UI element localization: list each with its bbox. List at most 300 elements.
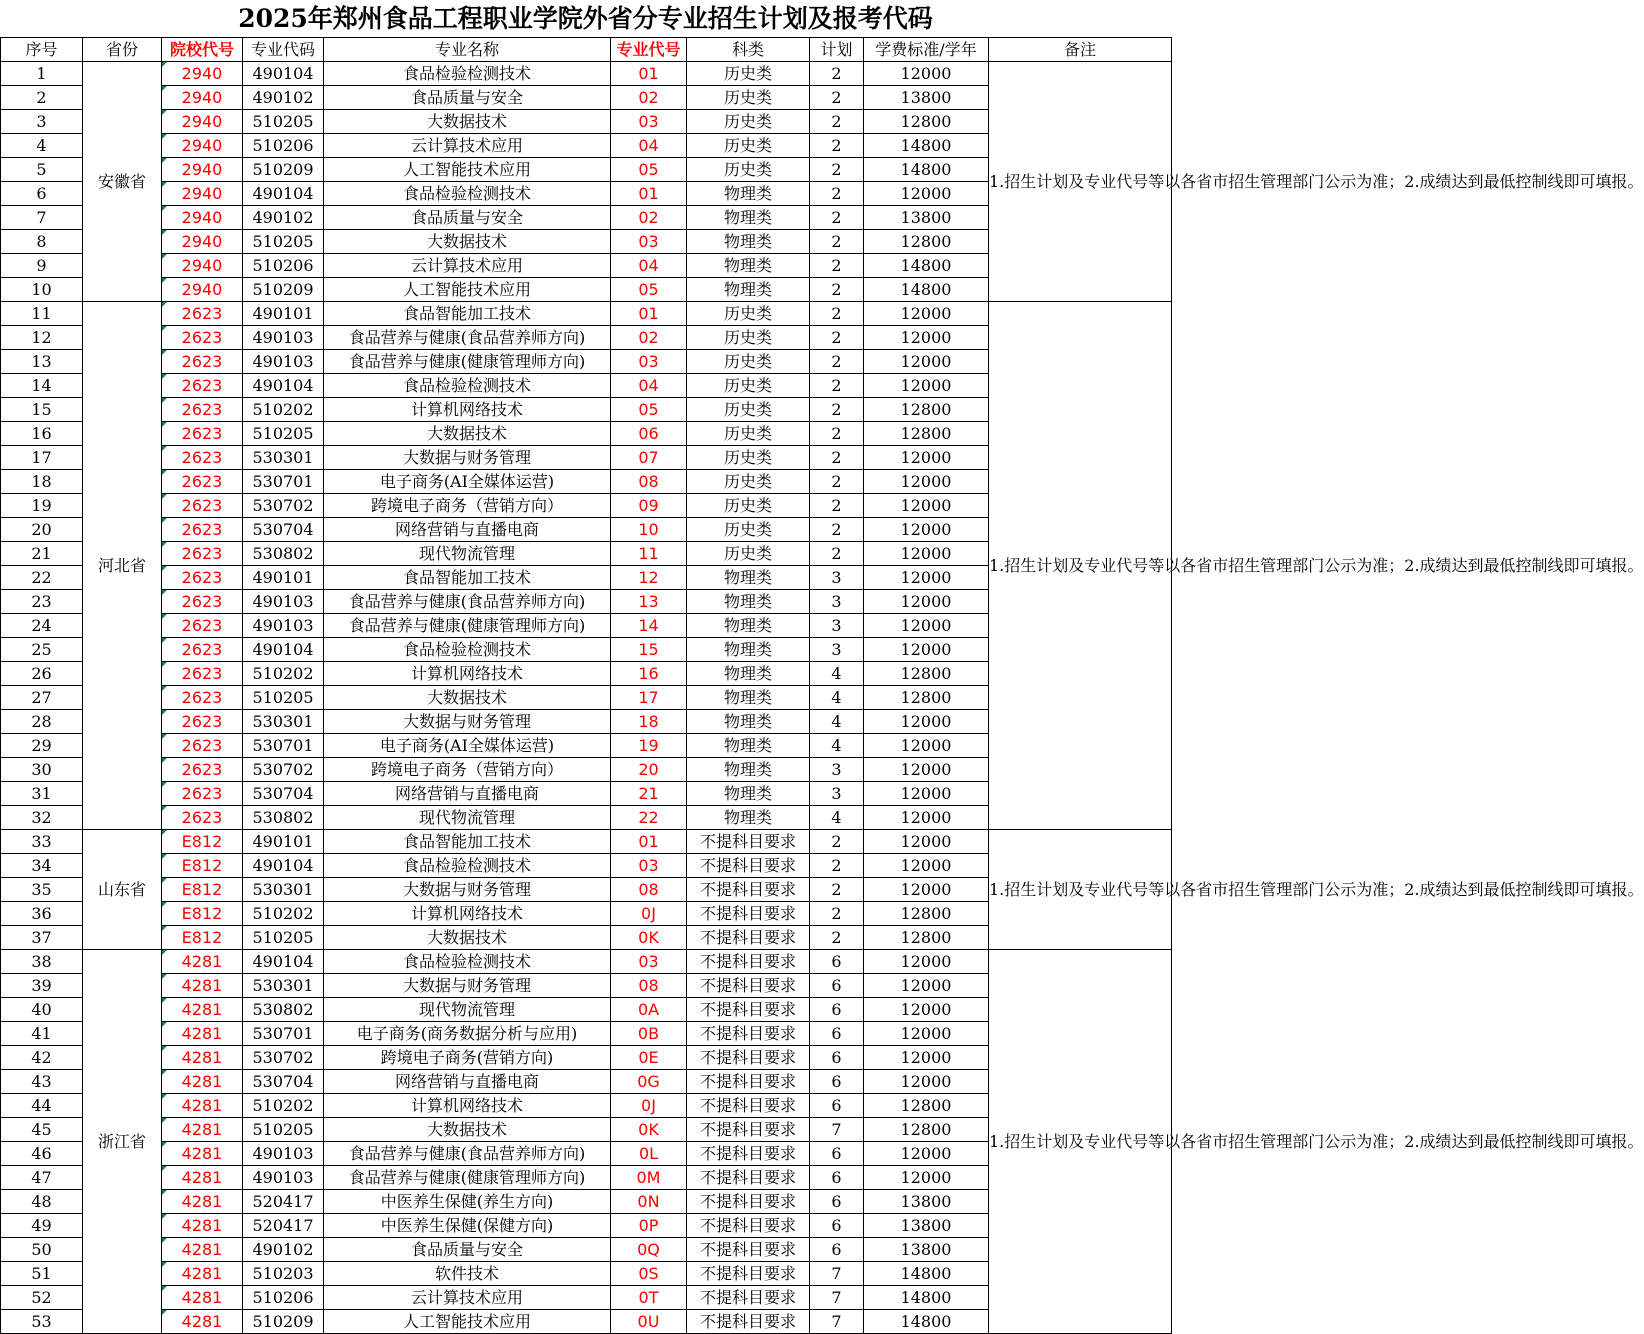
cell-school-code: 4281 <box>162 1070 243 1094</box>
cell-school-code: 2623 <box>162 494 243 518</box>
cell-school-code: 4281 <box>162 1310 243 1334</box>
cell-school-code: 4281 <box>162 1166 243 1190</box>
cell-major-code: 530704 <box>243 1070 324 1094</box>
cell-plan: 6 <box>810 1022 864 1046</box>
cell-major-number: 07 <box>611 446 687 470</box>
cell-major-number: 0L <box>611 1142 687 1166</box>
cell-major-number: 02 <box>611 206 687 230</box>
cell-subject: 不提科目要求 <box>687 926 810 950</box>
cell-tuition: 12000 <box>864 1070 989 1094</box>
cell-plan: 2 <box>810 374 864 398</box>
cell-major-number: 05 <box>611 398 687 422</box>
cell-tuition: 12000 <box>864 782 989 806</box>
header-tuition: 学费标准/学年 <box>864 38 989 62</box>
cell-index: 27 <box>1 686 83 710</box>
cell-index: 10 <box>1 278 83 302</box>
cell-major-code: 490103 <box>243 350 324 374</box>
cell-major-name: 食品营养与健康(健康管理师方向) <box>324 1166 611 1190</box>
cell-plan: 4 <box>810 686 864 710</box>
cell-major-name: 人工智能技术应用 <box>324 278 611 302</box>
cell-subject: 历史类 <box>687 374 810 398</box>
cell-major-name: 食品营养与健康(健康管理师方向) <box>324 350 611 374</box>
cell-plan: 2 <box>810 398 864 422</box>
cell-subject: 物理类 <box>687 590 810 614</box>
cell-plan: 2 <box>810 158 864 182</box>
cell-tuition: 12000 <box>864 1046 989 1070</box>
header-school-code: 院校代号 <box>162 38 243 62</box>
cell-major-name: 云计算技术应用 <box>324 1286 611 1310</box>
cell-tuition: 12800 <box>864 110 989 134</box>
cell-major-code: 510209 <box>243 278 324 302</box>
cell-tuition: 12000 <box>864 566 989 590</box>
cell-subject: 物理类 <box>687 638 810 662</box>
cell-school-code: 2623 <box>162 518 243 542</box>
cell-index: 50 <box>1 1238 83 1262</box>
cell-major-name: 大数据技术 <box>324 422 611 446</box>
cell-major-code: 510206 <box>243 134 324 158</box>
cell-major-name: 食品营养与健康(健康管理师方向) <box>324 614 611 638</box>
header-province: 省份 <box>83 38 162 62</box>
cell-major-name: 中医养生保健(保健方向) <box>324 1214 611 1238</box>
cell-major-number: 0N <box>611 1190 687 1214</box>
cell-subject: 不提科目要求 <box>687 1022 810 1046</box>
cell-subject: 物理类 <box>687 710 810 734</box>
cell-index: 26 <box>1 662 83 686</box>
cell-major-number: 04 <box>611 134 687 158</box>
cell-tuition: 14800 <box>864 158 989 182</box>
cell-major-code: 510205 <box>243 1118 324 1142</box>
cell-tuition: 12000 <box>864 854 989 878</box>
cell-plan: 6 <box>810 1190 864 1214</box>
cell-tuition: 12000 <box>864 830 989 854</box>
cell-major-code: 490103 <box>243 1166 324 1190</box>
cell-major-code: 510206 <box>243 1286 324 1310</box>
cell-tuition: 14800 <box>864 1310 989 1334</box>
cell-school-code: 2623 <box>162 542 243 566</box>
header-remarks: 备注 <box>989 38 1172 62</box>
cell-subject: 不提科目要求 <box>687 1166 810 1190</box>
cell-subject: 不提科目要求 <box>687 1118 810 1142</box>
cell-major-code: 510209 <box>243 158 324 182</box>
cell-tuition: 13800 <box>864 206 989 230</box>
cell-major-number: 03 <box>611 110 687 134</box>
header-major-code: 专业代码 <box>243 38 324 62</box>
cell-plan: 2 <box>810 62 864 86</box>
cell-tuition: 14800 <box>864 278 989 302</box>
header-row <box>1 38 1172 62</box>
cell-school-code: 2623 <box>162 446 243 470</box>
cell-school-code: 2623 <box>162 302 243 326</box>
cell-major-number: 19 <box>611 734 687 758</box>
cell-major-number: 10 <box>611 518 687 542</box>
cell-major-code: 490101 <box>243 830 324 854</box>
cell-school-code: 2940 <box>162 278 243 302</box>
cell-subject: 历史类 <box>687 158 810 182</box>
cell-major-code: 510209 <box>243 1310 324 1334</box>
cell-plan: 2 <box>810 110 864 134</box>
cell-major-code: 530802 <box>243 542 324 566</box>
cell-plan: 2 <box>810 542 864 566</box>
cell-tuition: 12000 <box>864 326 989 350</box>
cell-school-code: 2623 <box>162 734 243 758</box>
cell-school-code: 2623 <box>162 806 243 830</box>
cell-school-code: 2623 <box>162 326 243 350</box>
cell-index: 13 <box>1 350 83 374</box>
cell-major-code: 510205 <box>243 110 324 134</box>
cell-subject: 历史类 <box>687 86 810 110</box>
cell-major-code: 520417 <box>243 1214 324 1238</box>
cell-tuition: 12000 <box>864 614 989 638</box>
cell-major-number: 0J <box>611 902 687 926</box>
cell-plan: 4 <box>810 734 864 758</box>
cell-major-number: 03 <box>611 854 687 878</box>
cell-school-code: 4281 <box>162 974 243 998</box>
cell-subject: 不提科目要求 <box>687 1070 810 1094</box>
cell-index: 20 <box>1 518 83 542</box>
cell-subject: 不提科目要求 <box>687 1094 810 1118</box>
cell-index: 1 <box>1 62 83 86</box>
cell-school-code: 4281 <box>162 1286 243 1310</box>
cell-index: 16 <box>1 422 83 446</box>
cell-school-code: 2940 <box>162 230 243 254</box>
cell-major-name: 食品检验检测技术 <box>324 950 611 974</box>
cell-major-name: 食品质量与安全 <box>324 206 611 230</box>
cell-major-code: 530704 <box>243 518 324 542</box>
cell-major-number: 0K <box>611 1118 687 1142</box>
cell-plan: 2 <box>810 230 864 254</box>
cell-major-number: 04 <box>611 254 687 278</box>
cell-index: 51 <box>1 1262 83 1286</box>
cell-subject: 历史类 <box>687 134 810 158</box>
cell-major-name: 中医养生保健(养生方向) <box>324 1190 611 1214</box>
cell-major-name: 计算机网络技术 <box>324 662 611 686</box>
cell-index: 25 <box>1 638 83 662</box>
cell-index: 34 <box>1 854 83 878</box>
cell-plan: 3 <box>810 590 864 614</box>
cell-major-code: 530701 <box>243 1022 324 1046</box>
cell-subject: 不提科目要求 <box>687 902 810 926</box>
cell-index: 15 <box>1 398 83 422</box>
header-major-name: 专业名称 <box>324 38 611 62</box>
cell-remarks: 1.招生计划及专业代号等以各省市招生管理部门公示为准；2.成绩达到最低控制线即可填报。 <box>989 830 1172 950</box>
cell-plan: 6 <box>810 1214 864 1238</box>
cell-subject: 物理类 <box>687 782 810 806</box>
cell-major-number: 08 <box>611 974 687 998</box>
cell-tuition: 12000 <box>864 950 989 974</box>
cell-major-number: 21 <box>611 782 687 806</box>
cell-school-code: 2623 <box>162 350 243 374</box>
cell-index: 17 <box>1 446 83 470</box>
cell-major-number: 01 <box>611 182 687 206</box>
cell-plan: 6 <box>810 1238 864 1262</box>
cell-school-code: E812 <box>162 878 243 902</box>
cell-major-number: 0E <box>611 1046 687 1070</box>
cell-tuition: 12000 <box>864 758 989 782</box>
cell-major-code: 490102 <box>243 206 324 230</box>
cell-major-code: 490104 <box>243 62 324 86</box>
cell-subject: 历史类 <box>687 446 810 470</box>
cell-major-name: 大数据与财务管理 <box>324 878 611 902</box>
cell-major-code: 530301 <box>243 446 324 470</box>
cell-major-name: 大数据技术 <box>324 686 611 710</box>
cell-major-name: 大数据与财务管理 <box>324 710 611 734</box>
cell-subject: 不提科目要求 <box>687 950 810 974</box>
cell-school-code: 2623 <box>162 686 243 710</box>
cell-major-name: 大数据与财务管理 <box>324 974 611 998</box>
cell-major-name: 跨境电子商务（营销方向） <box>324 494 611 518</box>
cell-major-code: 490101 <box>243 566 324 590</box>
cell-school-code: 4281 <box>162 1094 243 1118</box>
cell-subject: 历史类 <box>687 302 810 326</box>
cell-subject: 历史类 <box>687 422 810 446</box>
cell-tuition: 14800 <box>864 134 989 158</box>
cell-major-number: 03 <box>611 230 687 254</box>
cell-plan: 6 <box>810 998 864 1022</box>
cell-major-code: 510202 <box>243 1094 324 1118</box>
cell-major-number: 12 <box>611 566 687 590</box>
cell-major-number: 0K <box>611 926 687 950</box>
cell-school-code: 2940 <box>162 254 243 278</box>
cell-major-code: 510205 <box>243 230 324 254</box>
cell-tuition: 14800 <box>864 1286 989 1310</box>
cell-plan: 2 <box>810 518 864 542</box>
cell-index: 14 <box>1 374 83 398</box>
cell-index: 8 <box>1 230 83 254</box>
cell-tuition: 12000 <box>864 182 989 206</box>
cell-major-code: 490102 <box>243 86 324 110</box>
cell-major-number: 18 <box>611 710 687 734</box>
cell-tuition: 14800 <box>864 254 989 278</box>
cell-major-name: 食品营养与健康(食品营养师方向) <box>324 590 611 614</box>
cell-school-code: 2623 <box>162 614 243 638</box>
cell-major-code: 510203 <box>243 1262 324 1286</box>
cell-school-code: 2623 <box>162 782 243 806</box>
cell-school-code: 4281 <box>162 1118 243 1142</box>
cell-index: 53 <box>1 1310 83 1334</box>
cell-plan: 2 <box>810 830 864 854</box>
cell-tuition: 12000 <box>864 734 989 758</box>
cell-major-name: 软件技术 <box>324 1262 611 1286</box>
cell-major-code: 510205 <box>243 686 324 710</box>
page-title: 2025年郑州食品工程职业学院外省分专业招生计划及报考代码 <box>238 4 933 33</box>
cell-major-number: 0M <box>611 1166 687 1190</box>
cell-school-code: 4281 <box>162 1022 243 1046</box>
cell-major-name: 计算机网络技术 <box>324 1094 611 1118</box>
cell-major-code: 510205 <box>243 422 324 446</box>
cell-index: 9 <box>1 254 83 278</box>
cell-subject: 历史类 <box>687 350 810 374</box>
cell-subject: 物理类 <box>687 758 810 782</box>
cell-index: 7 <box>1 206 83 230</box>
cell-plan: 2 <box>810 494 864 518</box>
cell-index: 6 <box>1 182 83 206</box>
cell-major-number: 0G <box>611 1070 687 1094</box>
cell-tuition: 12800 <box>864 398 989 422</box>
cell-major-name: 食品检验检测技术 <box>324 638 611 662</box>
cell-subject: 不提科目要求 <box>687 1190 810 1214</box>
cell-major-number: 0Q <box>611 1238 687 1262</box>
cell-index: 29 <box>1 734 83 758</box>
cell-index: 37 <box>1 926 83 950</box>
table-body <box>1 62 1644 1334</box>
cell-major-name: 云计算技术应用 <box>324 254 611 278</box>
cell-school-code: 2623 <box>162 758 243 782</box>
cell-subject: 不提科目要求 <box>687 1286 810 1310</box>
cell-major-code: 530701 <box>243 470 324 494</box>
cell-school-code: 2623 <box>162 638 243 662</box>
cell-school-code: 4281 <box>162 1238 243 1262</box>
cell-plan: 4 <box>810 710 864 734</box>
cell-plan: 6 <box>810 1070 864 1094</box>
cell-major-number: 01 <box>611 830 687 854</box>
cell-tuition: 13800 <box>864 1214 989 1238</box>
cell-index: 35 <box>1 878 83 902</box>
cell-subject: 物理类 <box>687 662 810 686</box>
cell-major-code: 490104 <box>243 374 324 398</box>
table-row <box>1 62 1172 86</box>
cell-subject: 不提科目要求 <box>687 998 810 1022</box>
cell-plan: 2 <box>810 254 864 278</box>
cell-index: 5 <box>1 158 83 182</box>
cell-tuition: 12000 <box>864 806 989 830</box>
cell-subject: 不提科目要求 <box>687 1262 810 1286</box>
cell-major-number: 17 <box>611 686 687 710</box>
cell-remarks: 1.招生计划及专业代号等以各省市招生管理部门公示为准；2.成绩达到最低控制线即可填报。 <box>989 302 1172 830</box>
cell-school-code: 2940 <box>162 134 243 158</box>
cell-subject: 物理类 <box>687 734 810 758</box>
cell-school-code: E812 <box>162 854 243 878</box>
cell-major-number: 05 <box>611 158 687 182</box>
cell-subject: 不提科目要求 <box>687 830 810 854</box>
cell-tuition: 12000 <box>864 998 989 1022</box>
enrollment-table <box>0 37 1644 1334</box>
cell-plan: 2 <box>810 446 864 470</box>
cell-plan: 7 <box>810 1286 864 1310</box>
cell-plan: 2 <box>810 878 864 902</box>
cell-plan: 2 <box>810 926 864 950</box>
cell-major-name: 食品质量与安全 <box>324 86 611 110</box>
cell-major-code: 530301 <box>243 974 324 998</box>
cell-index: 18 <box>1 470 83 494</box>
cell-school-code: E812 <box>162 926 243 950</box>
cell-index: 24 <box>1 614 83 638</box>
cell-plan: 3 <box>810 638 864 662</box>
cell-tuition: 13800 <box>864 86 989 110</box>
cell-index: 12 <box>1 326 83 350</box>
cell-subject: 不提科目要求 <box>687 1238 810 1262</box>
cell-major-name: 网络营销与直播电商 <box>324 1070 611 1094</box>
cell-tuition: 12800 <box>864 422 989 446</box>
cell-major-code: 530702 <box>243 1046 324 1070</box>
cell-plan: 3 <box>810 782 864 806</box>
cell-tuition: 13800 <box>864 1190 989 1214</box>
cell-major-code: 530702 <box>243 494 324 518</box>
cell-major-number: 09 <box>611 494 687 518</box>
cell-subject: 历史类 <box>687 494 810 518</box>
cell-school-code: 2623 <box>162 422 243 446</box>
cell-index: 32 <box>1 806 83 830</box>
cell-subject: 历史类 <box>687 542 810 566</box>
cell-school-code: 2623 <box>162 710 243 734</box>
cell-major-name: 人工智能技术应用 <box>324 1310 611 1334</box>
cell-tuition: 12800 <box>864 1094 989 1118</box>
cell-index: 36 <box>1 902 83 926</box>
cell-major-name: 食品智能加工技术 <box>324 566 611 590</box>
cell-province: 浙江省 <box>83 950 162 1334</box>
cell-major-name: 计算机网络技术 <box>324 902 611 926</box>
cell-subject: 不提科目要求 <box>687 878 810 902</box>
cell-school-code: 4281 <box>162 1262 243 1286</box>
cell-major-name: 食品检验检测技术 <box>324 62 611 86</box>
cell-plan: 7 <box>810 1118 864 1142</box>
cell-subject: 物理类 <box>687 806 810 830</box>
cell-tuition: 12000 <box>864 494 989 518</box>
cell-plan: 2 <box>810 86 864 110</box>
cell-major-number: 05 <box>611 278 687 302</box>
cell-subject: 物理类 <box>687 230 810 254</box>
cell-major-name: 网络营销与直播电商 <box>324 782 611 806</box>
cell-index: 33 <box>1 830 83 854</box>
cell-major-code: 490101 <box>243 302 324 326</box>
header-plan: 计划 <box>810 38 864 62</box>
cell-subject: 物理类 <box>687 614 810 638</box>
cell-school-code: E812 <box>162 902 243 926</box>
cell-major-name: 云计算技术应用 <box>324 134 611 158</box>
cell-index: 44 <box>1 1094 83 1118</box>
cell-index: 46 <box>1 1142 83 1166</box>
cell-index: 43 <box>1 1070 83 1094</box>
cell-major-name: 食品质量与安全 <box>324 1238 611 1262</box>
cell-plan: 3 <box>810 566 864 590</box>
cell-major-number: 01 <box>611 302 687 326</box>
cell-index: 38 <box>1 950 83 974</box>
cell-tuition: 12000 <box>864 710 989 734</box>
cell-major-name: 现代物流管理 <box>324 998 611 1022</box>
cell-index: 45 <box>1 1118 83 1142</box>
cell-plan: 2 <box>810 902 864 926</box>
cell-school-code: 2940 <box>162 158 243 182</box>
cell-major-name: 食品检验检测技术 <box>324 374 611 398</box>
cell-major-name: 食品智能加工技术 <box>324 302 611 326</box>
cell-remarks: 1.招生计划及专业代号等以各省市招生管理部门公示为准；2.成绩达到最低控制线即可填报。 <box>989 62 1172 302</box>
cell-tuition: 12000 <box>864 1166 989 1190</box>
cell-school-code: 2940 <box>162 206 243 230</box>
cell-major-number: 0J <box>611 1094 687 1118</box>
cell-school-code: 2623 <box>162 398 243 422</box>
cell-tuition: 12000 <box>864 638 989 662</box>
cell-tuition: 13800 <box>864 1238 989 1262</box>
cell-index: 52 <box>1 1286 83 1310</box>
cell-major-number: 01 <box>611 62 687 86</box>
cell-index: 4 <box>1 134 83 158</box>
cell-subject: 不提科目要求 <box>687 1142 810 1166</box>
cell-major-name: 跨境电子商务(营销方向) <box>324 1046 611 1070</box>
cell-major-code: 520417 <box>243 1190 324 1214</box>
cell-index: 31 <box>1 782 83 806</box>
cell-plan: 6 <box>810 974 864 998</box>
cell-major-code: 510202 <box>243 902 324 926</box>
cell-tuition: 12000 <box>864 350 989 374</box>
cell-major-code: 530301 <box>243 710 324 734</box>
cell-index: 30 <box>1 758 83 782</box>
cell-major-number: 06 <box>611 422 687 446</box>
cell-major-number: 03 <box>611 950 687 974</box>
cell-major-code: 490103 <box>243 590 324 614</box>
cell-major-name: 跨境电子商务（营销方向） <box>324 758 611 782</box>
cell-school-code: 2940 <box>162 110 243 134</box>
cell-subject: 历史类 <box>687 326 810 350</box>
cell-major-name: 电子商务(AI全媒体运营) <box>324 470 611 494</box>
